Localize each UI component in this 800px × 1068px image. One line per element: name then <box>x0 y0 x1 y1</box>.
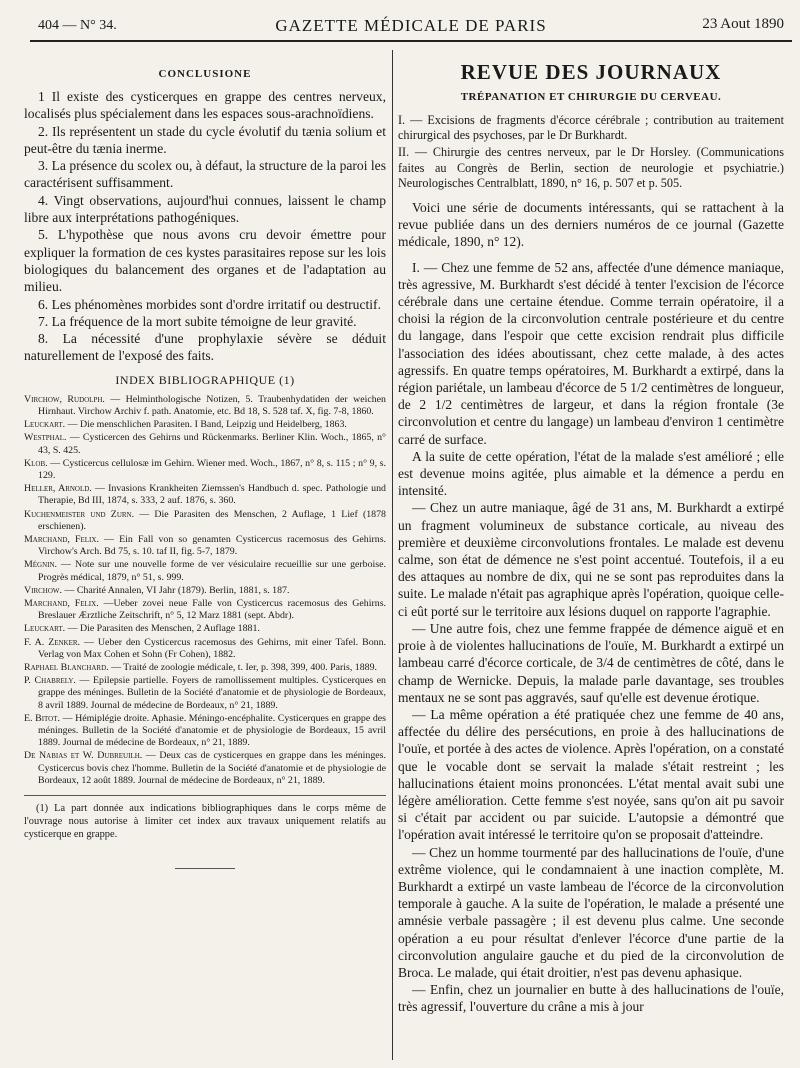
conclusion-paragraph: 4. Vingt observations, aujourd'hui connues, laissent le champ libre aux interprétations pathogéniques. <box>24 192 386 226</box>
bib-author: Raphael Blanchard. <box>24 662 109 674</box>
review-paragraph: Voici une série de documents intéressants, qui se rattachent à la revue publiée dans un des derniers numéros de ce journal (Gazette médicale, 1890, n° 12). <box>398 200 784 250</box>
review-paragraph: — Une autre fois, chez une femme frappée de démence aiguë et en proie à de violentes hallucinations de l'ouïe, M. Burkhardt a extirpé un lambeau carré d'écorce corticale, de 3/4 de centimètres de côté, dans le champ de Wernicke. Depuis, la malade parle davantage, ses troubles mentaux ne se sont pas aggravés, sauf qu'elle est devenue érotique. <box>398 620 784 705</box>
bibliography-entry <box>24 637 386 661</box>
footnote: (1) La part donnée aux indications bibliographiques dans le corps même de l'ouvrage nous autorise à limiter cet index aux travaux uniquement relatifs au cysticerque en grappe. <box>24 803 386 841</box>
bib-author: Virchow. <box>24 584 62 596</box>
bibliography-entry <box>24 483 386 507</box>
bibliography-entry <box>24 585 386 597</box>
conclusion-paragraph: 5. L'hypothèse que nous avons cru devoir émettre pour expliquer la formation de ces kystes parasitaires repose sur les lois biologiques du balancement des organes et de l'adaptation au milieu. <box>24 227 386 295</box>
review-paragraph: I. — Chez une femme de 52 ans, affectée d'une démence maniaque, très agressive, M. Burkhardt s'est décidé à tenter l'excision de l'écorce cérébrale dans une certaine étendue. Comme terrain opératoire, il a choisi la région de la circonvolution centrale postérieure et du centre du langage, dans l'espoir que cette excision rendrait plus difficile l'association des idées aboutissant, chez cette malade, à des actes agressifs. En quatre temps opératoires, M. Burkhardt a extirpé, dans la région pariétale, un lambeau d'écorce de 5 1/2 centimètres de longueur, de 2 1/2 centimètres de largeur, et dans la région frontale (3e circonvolution et centre du langage) un lambeau d'environ 1 centimètre carré de surface. <box>398 259 784 447</box>
bib-text: — Ueber den Cysticercus racemosus des Gehirns, mit einer Tafel. Bonn. Verlag von Max Cohen et Sohn (Fr Cohen), 1882. <box>38 636 386 660</box>
conclusion-paragraph: 2. Ils représentent un stade du cycle évolutif du tænia solium et peut-être du tænia inerme. <box>24 123 386 156</box>
bib-text: — Deux cas de cysticerques en grappe dans les méninges. Cysticercus bovis chez l'homme. Bulletin de la Société d'anatomie et de physiologie de Bordeaux, 12 août 1889. Journal de médecine de Bordeaux, n° 21, 1889. <box>38 750 386 786</box>
conclusion-paragraph: 6. Les phénomènes morbides sont d'ordre irritatif ou destructif. <box>38 296 381 312</box>
bib-text: — Die Parasiten des Menschen, 2 Auflage, 1 Lief (1878 erschienen). <box>38 508 386 532</box>
bib-text: — Hémiplégie droite. Aphasie. Méningo-encéphalite. Cysticerques en grappe des méninges. Bulletin de la Société d'anatomie et de physiologie de Bordeaux, 15 avril 1889. Journal de médecine de Bordeaux, n° 21, 1889. <box>38 712 386 749</box>
bibliography-entry <box>24 559 386 583</box>
review-paragraph: — Enfin, chez un journalier en butte à des hallucinations de l'ouïe, très agressif, l'ouverture du crâne a mis à jour <box>398 982 784 1015</box>
end-rule <box>175 868 235 869</box>
bib-author: Mégnin. <box>24 559 58 571</box>
bibliography-entry <box>24 509 386 533</box>
bib-author: Marchand, Felix. <box>24 598 99 609</box>
bib-text: — Note sur une nouvelle forme de ver vésiculaire recueillie sur une gerboise. Progrès médical, 1879, n° 51, s. 999. <box>38 559 386 583</box>
bib-text: — Die menschlichen Parasiten. I Band, Leipzig und Heidelberg, 1863. <box>65 419 347 431</box>
bib-author: De Nabias et W. Dubreuilh. <box>24 750 143 762</box>
bib-author: Klob. <box>24 457 48 469</box>
bibliography-entry <box>24 432 386 456</box>
bibliography-entry <box>24 623 386 635</box>
bibliography-entry <box>24 534 386 558</box>
conclusion-paragraph: 7. La fréquence de la mort subite témoigne de leur gravité. <box>38 313 357 329</box>
bib-text: — Cysticercus cellulosæ im Gehirn. Wiener med. Woch., 1867, n° 8, s. 115 ; n° 9, s. 129. <box>38 457 386 481</box>
page-number: 404 — N° 34. <box>38 18 117 33</box>
bib-text: — Cysticercen des Gehirns und Rückenmarks. Berliner Klin. Woch., 1865, n° 43, S. 425. <box>38 432 386 456</box>
bibliography-entry <box>24 662 386 674</box>
section-subtitle: TRÉPANATION ET CHIRURGIE DU CERVEAU. <box>460 91 722 103</box>
bib-author: Heller, Arnold. <box>24 483 92 495</box>
review-paragraph: — Chez un autre maniaque, âgé de 31 ans, M. Burkhardt a extirpé un fragment volumineux de substance corticale, au niveau des première et deuxième circonvolutions frontales. Le malade est devenu calme, son état de démence ne s'est point accentué. Toutefois, il a eu des attaques au nombre de dix, qui ne se sont pas reproduites dans la suite. Le malade n'était pas agraphique après l'opération, quoique celle-ci eût porté sur le territoire aux lésions duquel on rapporte l'agraphie. <box>398 500 784 619</box>
bib-author: P. Chabrely. <box>24 675 76 687</box>
conclusion-paragraph: 3. La présence du scolex ou, à défaut, la structure de la paroi les caractérisent suffisamment. <box>24 158 386 191</box>
bib-text: — Invasions Krankheiten Ziemssen's Handbuch d. spec. Pathologie und Therapie, Bd III, 1874, s. 333, 2 auf. 1876, s. 360. <box>38 483 386 507</box>
bibliography-entry <box>24 458 386 482</box>
column-divider <box>392 50 393 1060</box>
footnote-divider <box>24 795 386 796</box>
bibliography-heading: INDEX BIBLIOGRAPHIQUE (1) <box>115 372 295 387</box>
section-title: REVUE DES JOURNAUX <box>460 60 722 84</box>
bib-text: —Ueber zovei neue Falle von Cysticercus racemosus des Gehirns. Breslauer Ærztliche Zeitschrift, n° 5, 12 Marz 1881 (sept. Abdr). <box>38 598 386 622</box>
bib-text: — Charité Annalen, VI Jahr (1879). Berlin, 1881, s. 187. <box>62 584 290 596</box>
right-column <box>398 58 784 1058</box>
bib-author: Kuchenmeister und Zurn. <box>24 508 135 520</box>
bib-text: — Helminthologische Notizen, 5. Traubenhydatiden der weichen Hirnhaut. Virchow Archiv f. path. Anatomie, etc. Bd 18, S. 528 taf. X, fig. 7-8, 1860. <box>38 393 386 417</box>
bib-author: F. A. Zenker. <box>24 636 81 648</box>
bib-text: — Epilepsie partielle. Foyers de ramollissement multiples. Cysticerques en grappe des méninges. Bulletin de la Société d'anatomie et de physiologie de Bordeaux, 8 avril 1889. Journal de médecine de Bordeaux, n° 21, 1889. <box>38 675 386 711</box>
bibliography-entry <box>24 713 386 750</box>
review-paragraph: — La même opération a été pratiquée chez une femme de 40 ans, affectée du délire des persécutions, en proie à des hallucinations de l'ouïe, et portée à des actes de violence. Après l'opération, on a constaté que le vocable dont se servait la malade s'était restreint ; les hallucinations étaient moins prononcées. L'état mental avait subi une légère amélioration. Cette femme s'est noyée, sans qu'on ait pu savoir si c'était par accident ou par suicide. L'autopsie a démontré que l'opération avait intéressé le territoire qu'on se proposait d'atteindre. <box>398 706 784 843</box>
article-reference: I. — Excisions de fragments d'écorce cérébrale ; contribution au traitement chirurgical des psychoses, par le Dr Burkhardt. <box>398 113 784 143</box>
article-reference: II. — Chirurgie des centres nerveux, par le Dr Horsley. (Communications faites au Congrès de Berlin, section de neurologie et psychiatrie.) Neurologisches Centralblatt, 1890, n° 16, p. 507 et p. 505. <box>398 145 784 190</box>
page-header <box>30 12 792 42</box>
bib-author: Leuckart. <box>24 419 66 431</box>
issue-date: 23 Aout 1890 <box>702 16 784 32</box>
bib-author: E. Bitot. <box>24 712 60 724</box>
bibliography-entry <box>24 394 386 418</box>
conclusion-heading: CONCLUSIONE <box>158 68 252 80</box>
review-paragraph: A la suite de cette opération, l'état de la malade s'est amélioré ; elle est devenue moins agitée, plus aimable et la démence a perdu en intensité. <box>398 448 784 499</box>
bib-text: — Die Parasiten des Menschen, 2 Auflage 1881. <box>65 623 260 635</box>
bib-author: Leuckart. <box>24 623 66 635</box>
bibliography-entry <box>24 419 386 431</box>
bibliography-entry <box>24 598 386 622</box>
conclusion-paragraph: 1 Il existe des cysticerques en grappe des centres nerveux, localisés plus spécialement dans les espaces sous-arachnoïdiens. <box>24 89 386 122</box>
left-column <box>24 62 386 1052</box>
bib-author: Virchow, Rudolph. <box>24 393 105 405</box>
bib-text: — Ein Fall von so genamten Cysticercus racemosus des Gehirns. Virchow's Arch. Bd 75, s. 10. taf II, fig. 5-7, 1879. <box>38 533 386 558</box>
review-paragraph: — Chez un homme tourmenté par des hallucinations de l'ouïe, d'une extrême violence, qui le condamnaient à une inaction complète, M. Burkhardt a extirpé un vaste lambeau de l'écorce de la circonvolution temporale à gauche. A la suite de l'opération, le malade a présenté une amnésie verbale passagère ; il est devenu plus calme. Une seconde opération a eu pour résultat d'enlever l'écorce d'une partie de la circonvolution angulaire gauche et du pied de la circonvolution de Broca. Le malade, qui était droitier, n'est pas devenu aphasique. <box>398 844 784 980</box>
bib-author: Marchand, Felix. <box>24 533 99 545</box>
bibliography-entry <box>24 675 386 712</box>
bib-author: Westphal. <box>24 432 67 444</box>
bib-text: — Traité de zoologie médicale, t. Ier, p. 398, 399, 400. Paris, 1889. <box>108 662 378 674</box>
bibliography-entry <box>24 750 386 787</box>
journal-title: GAZETTE MÉDICALE DE PARIS <box>275 16 547 35</box>
conclusion-paragraph: 8. La nécessité d'une prophylaxie sévère se déduit naturellement de l'exposé des faits. <box>24 331 386 364</box>
